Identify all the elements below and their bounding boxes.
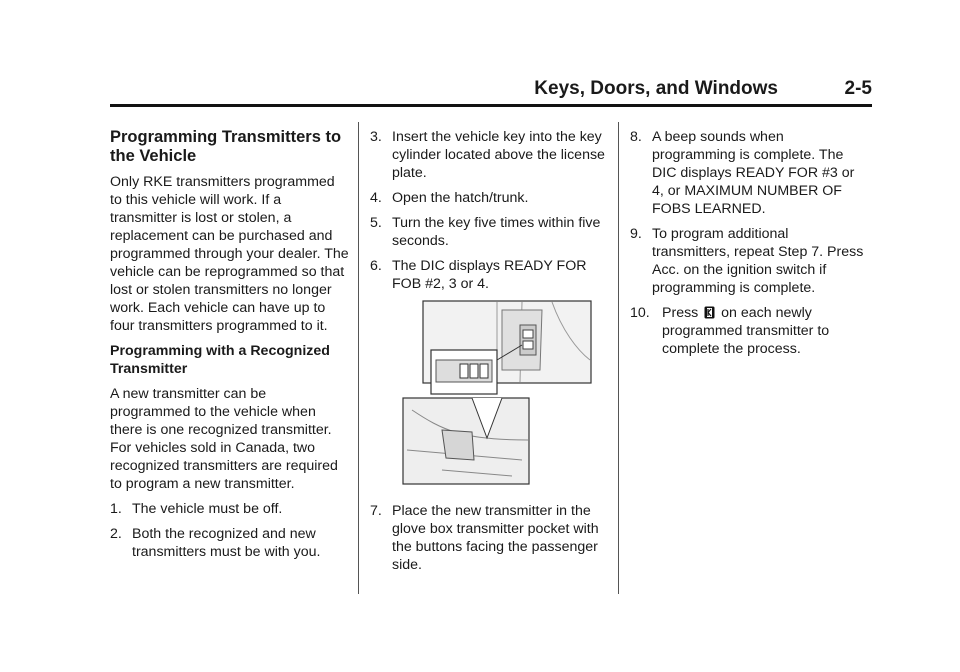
step-6 xyxy=(370,257,610,293)
step-number: 7. xyxy=(370,503,382,519)
chapter-title: Keys, Doors, and Windows xyxy=(534,78,778,99)
column-1 xyxy=(110,128,350,568)
header-rule xyxy=(110,104,872,107)
step-text-after: on each newly programmed transmitter to complete the process. xyxy=(662,305,830,357)
step-number: 10. xyxy=(630,305,650,321)
step-2 xyxy=(110,525,350,561)
step-1 xyxy=(110,500,350,518)
step-number: 1. xyxy=(110,501,122,517)
step-7 xyxy=(370,502,610,574)
glove-box-illustration xyxy=(402,300,594,486)
subheading-paragraph: A new transmitter can be programmed to the vehicle when there is one recognized transmitter. For vehicles sold in Canada, two recognized transmitters are required to program a new transmitter. xyxy=(110,386,338,492)
step-number: 6. xyxy=(370,258,382,274)
step-10 xyxy=(630,304,870,358)
step-text: To program additional transmitters, repeat Step 7. Press Acc. on the ignition switch if programming is complete. xyxy=(652,226,864,296)
step-text: A beep sounds when programming is complete. The DIC displays READY FOR #3 or 4, or MAXIMUM NUMBER OF FOBS LEARNED. xyxy=(652,129,855,217)
column-divider xyxy=(618,122,619,594)
step-text: Both the recognized and new transmitters must be with you. xyxy=(132,526,321,560)
step-number: 9. xyxy=(630,226,642,242)
step-4 xyxy=(370,189,610,207)
step-text: Place the new transmitter in the glove box transmitter pocket with the buttons facing the passenger side. xyxy=(392,503,599,573)
step-number: 2. xyxy=(110,526,122,542)
step-5 xyxy=(370,214,610,250)
step-text: Insert the vehicle key into the key cylinder located above the license plate. xyxy=(392,129,605,181)
column-divider xyxy=(358,122,359,594)
section-title: Programming Transmitters to the Vehicle xyxy=(110,128,342,165)
column-3 xyxy=(630,128,870,365)
step-text: Turn the key five times within five seconds. xyxy=(392,215,601,249)
step-text-before: Press xyxy=(662,305,699,321)
key-fob-icon xyxy=(704,306,715,319)
page-number: 2-5 xyxy=(844,78,872,99)
subheading: Programming with a Recognized Transmitter xyxy=(110,343,330,377)
step-text: Open the hatch/trunk. xyxy=(392,190,529,206)
intro-paragraph: Only RKE transmitters programmed to this vehicle will work. If a transmitter is lost or stolen, a replacement can be purchased and programmed through your dealer. The vehicle can be reprogrammed so that lost or stolen transmitters no longer work. Each vehicle can have up to four transmitters programmed to it. xyxy=(110,174,349,334)
step-number: 5. xyxy=(370,215,382,231)
step-number: 3. xyxy=(370,129,382,145)
step-text: The vehicle must be off. xyxy=(132,501,283,517)
step-9 xyxy=(630,225,870,297)
step-text: The DIC displays READY FOR FOB #2, 3 or 4. xyxy=(392,258,587,292)
step-3 xyxy=(370,128,610,182)
step-number: 4. xyxy=(370,190,382,206)
step-8 xyxy=(630,128,870,218)
step-number: 8. xyxy=(630,129,642,145)
